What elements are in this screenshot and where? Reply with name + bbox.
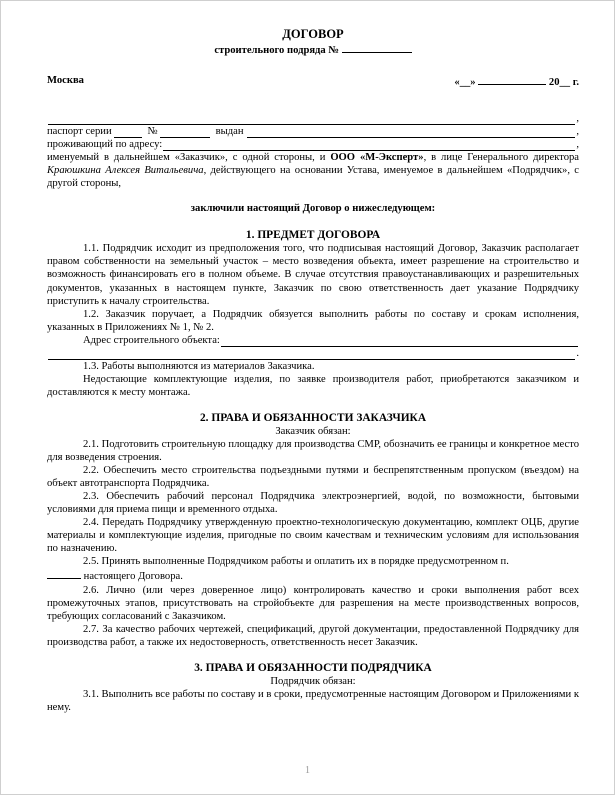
clause-1-2: 1.2. Заказчик поручает, а Подрядчик обязуется выполнить работы по составу и срокам исполнения, указанных в Приложениях № 1, № 2. bbox=[47, 308, 579, 333]
clause-2-5-cont bbox=[47, 568, 579, 583]
clause-2-6: 2.6. Лично (или через доверенное лицо) контролировать качество и сроки выполнения работ всех промежуточных этапов, присутствовать на стройобъекте для разрешения на месте производственных вопросов, требующих согласований с Заказчиком. bbox=[47, 584, 579, 622]
parties-intro-3: , действующего на основании Устава, именуемое в дальнейшем «Подрядчик», с другой стороны, bbox=[47, 165, 579, 190]
parties-intro bbox=[47, 151, 579, 190]
passport-issued-blank bbox=[247, 126, 575, 138]
clause-2-5: 2.5. Принять выполненные Подрядчиком работы и оплатить их в порядке предусмотренном п. bbox=[83, 556, 509, 568]
date-day: «__» bbox=[454, 77, 476, 88]
director-name: Краюшкина Алексея Витальевича bbox=[47, 165, 204, 177]
contract-date bbox=[454, 74, 579, 89]
clause-1-3-note: Недостающие комплектующие изделия, по заявке производителя работ, приобретаются заказчиком и доставляются к месту монтажа. bbox=[47, 373, 579, 398]
contract-subtitle-text: строительного подряда № bbox=[214, 45, 340, 56]
object-address-line-2 bbox=[47, 347, 579, 360]
passport-label: паспорт серии bbox=[47, 126, 112, 138]
object-address-blank-2 bbox=[48, 348, 575, 360]
object-address-blank bbox=[221, 335, 578, 347]
clause-2-1: 2.1. Подготовить строительную площадку для производства СМР, обозначить ее границы и конкретное место для возведения строения. bbox=[47, 438, 579, 464]
passport-no-label: № bbox=[147, 126, 158, 138]
clause-2-3: 2.3. Обеспечить рабочий персонал Подрядчика электроэнергией, водой, по возможности, бытовыми условиями для приема пищи и временного отдыха. bbox=[47, 491, 579, 516]
address-blank bbox=[163, 139, 575, 151]
document-body bbox=[47, 21, 579, 714]
parties-intro-2: , в лице Генерального директора bbox=[423, 152, 580, 164]
section-3-subheading: Подрядчик обязан: bbox=[270, 675, 356, 687]
object-address-label: Адрес строительного объекта: bbox=[83, 334, 220, 346]
object-address-line bbox=[47, 334, 579, 347]
clause-1-1: 1.1. Подрядчик исходит из предположения того, что подписывая настоящий Договор, Заказчик располагает правом собственности на земельный участок – место возведения объекта, имеет разрешение на строительство и возможность финансировать его в полном объеме. В случае отсутствия правоустанавливающих и разрешительных документов, указанных в настоящем пункте, Заказчик по свою ответственность дает указание Подрядчику приступить к началу строительства. bbox=[47, 243, 579, 307]
date-month-blank bbox=[478, 74, 546, 85]
clause-3-1: 3.1. Выполнить все работы по составу и в сроки, предусмотренные настоящим Договором и Приложениями к нему. bbox=[47, 688, 579, 713]
clause-2-2: 2.2. Обеспечить место строительства подъездными путями и беспрепятственным пропуском (въездом) на объект автотранспорта Подрядчика. bbox=[47, 465, 579, 490]
city-date-row bbox=[47, 74, 579, 89]
date-year: 20__ г. bbox=[548, 77, 579, 88]
parties-intro-1: именуемый в дальнейшем «Заказчик», с одной стороны, и bbox=[47, 152, 331, 164]
customer-name-line bbox=[47, 112, 579, 125]
clause-2-7: 2.7. За качество рабочих чертежей, спецификаций, другой документации, предоставленной Подрядчику для производства работ, а также их недостоверность, ответственность несет Заказчик. bbox=[47, 623, 579, 648]
city: Москва bbox=[47, 75, 84, 86]
section-2-subheading: Заказчик обязан: bbox=[275, 425, 351, 437]
passport-series-blank bbox=[114, 127, 142, 138]
contract-subtitle bbox=[47, 42, 579, 58]
section-2-heading: 2. ПРАВА И ОБЯЗАННОСТИ ЗАКАЗЧИКА bbox=[199, 411, 427, 424]
passport-number-blank bbox=[160, 127, 210, 138]
customer-name-blank bbox=[48, 113, 575, 125]
address-label: проживающий по адресу: bbox=[47, 139, 163, 151]
passport-issued-label: выдан bbox=[215, 126, 244, 138]
clause-ref-blank bbox=[47, 568, 81, 579]
clause-2-5-tail: настоящего Договора. bbox=[81, 571, 183, 583]
page-number: 1 bbox=[305, 765, 310, 776]
company-name: ООО «М-Эксперт» bbox=[330, 152, 424, 164]
passport-line-end: , bbox=[576, 126, 579, 138]
section-1-heading: 1. ПРЕДМЕТ ДОГОВОРА bbox=[245, 229, 381, 242]
customer-name-end: , bbox=[576, 113, 579, 125]
address-line-end: , bbox=[576, 139, 579, 151]
clause-2-4: 2.4. Передать Подрядчику утвержденную проектно-технологическую документацию, комплект ОЦБ, другие материалы и комплектующие изделия, пригодные по своим качествам и техническим условиям для использования по назначению. bbox=[47, 517, 579, 555]
clause-1-3: 1.3. Работы выполняются из материалов Заказчика. bbox=[83, 360, 315, 372]
contract-title: ДОГОВОР bbox=[282, 27, 344, 41]
passport-line bbox=[47, 125, 579, 138]
lead-line: заключили настоящий Договор о нижеследующем: bbox=[190, 203, 436, 215]
contract-number-blank bbox=[342, 42, 412, 53]
object-address-end: . bbox=[576, 347, 579, 359]
address-line bbox=[47, 138, 579, 151]
section-3-heading: 3. ПРАВА И ОБЯЗАННОСТИ ПОДРЯДЧИКА bbox=[194, 661, 432, 674]
